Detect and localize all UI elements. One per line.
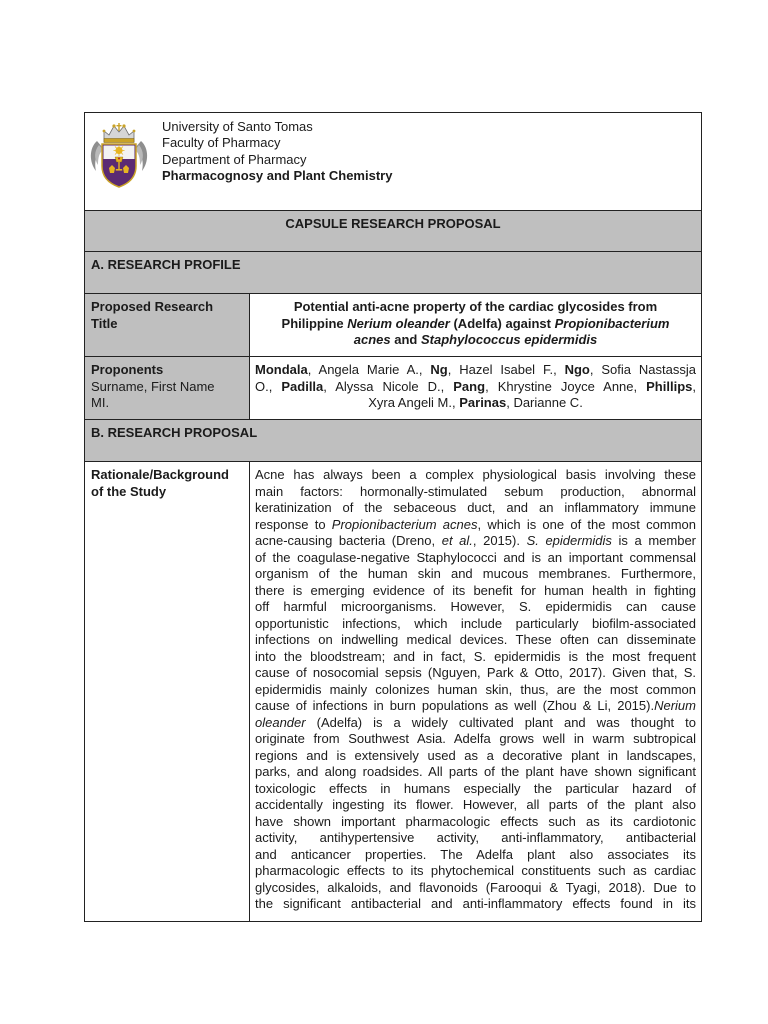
- text-run: Xyra Angeli M.,: [368, 395, 460, 410]
- faculty-name: Faculty of Pharmacy: [162, 135, 281, 151]
- university-seal: [88, 122, 150, 188]
- italic-text: acnes: [353, 332, 391, 347]
- sublabel-line: MI.: [91, 395, 110, 410]
- text-run: and anticancer properties. The Adelfa plant also associates its: [255, 846, 696, 862]
- label-line: Title: [91, 315, 118, 331]
- section-a-heading: A. RESEARCH PROFILE: [91, 257, 241, 272]
- italic-text: Staphylococcus epidermidis: [420, 332, 598, 347]
- proponents-line: [255, 362, 696, 379]
- rationale-line: [255, 500, 696, 517]
- text-run: , Hazel Isabel F.,: [447, 362, 565, 377]
- label-line: of the Study: [91, 483, 167, 499]
- bold-name: Parinas: [459, 395, 507, 410]
- rationale-line: [255, 632, 696, 649]
- rationale-line: [255, 715, 696, 732]
- text-run: , Alyssa Nicole D.,: [323, 378, 454, 394]
- rationale-line: [255, 797, 696, 814]
- rationale-line: [255, 583, 696, 600]
- text-run: ,: [692, 378, 696, 394]
- text-run: cause of nosocomial sepsis (Nguyen, Park & Otto, 2017). Given that, S.: [255, 665, 696, 680]
- text-run: O.,: [255, 378, 282, 394]
- text-run: , which is one of the most common: [477, 516, 696, 532]
- rationale-row: [85, 462, 701, 921]
- bold-name: Mondala: [255, 362, 308, 377]
- text-run: infections on indwelling medical devices. These often can disseminate: [255, 632, 696, 647]
- text-run: is a member: [611, 533, 697, 548]
- bold-name: Ng: [430, 362, 448, 377]
- title-line: [255, 316, 696, 333]
- rationale-line: [255, 467, 696, 484]
- rationale-line: [255, 517, 696, 534]
- proponents-row: [85, 357, 701, 420]
- text-run: the significant antibacterial and anti-inflammatory effects found in its: [255, 896, 696, 911]
- text-run: , Darianne C.: [506, 395, 583, 410]
- crown: [103, 123, 136, 143]
- rationale-line: [255, 484, 696, 501]
- rationale-line: [255, 566, 696, 583]
- rationale-line: [255, 550, 696, 567]
- rationale-line: [255, 896, 696, 913]
- text-run: and: [390, 332, 421, 347]
- text-run: opportunistic infections, which include particularly biofilm-associated: [255, 615, 696, 631]
- italic-text: Nerium oleander: [347, 315, 450, 331]
- rationale-line: [255, 880, 696, 897]
- text-run: into the bloodstream; and in fact, S. epidermidis is the most frequent: [255, 648, 696, 664]
- text-run: main factors: hormonally-stimulated sebum production, abnormal: [255, 483, 696, 499]
- research-title-row: [85, 294, 701, 357]
- text-run: acne-causing bacteria (Dreno,: [255, 533, 442, 548]
- rationale-line: [255, 599, 696, 616]
- text-run: toxicologic effects in humans especially the particular hazard of: [255, 780, 696, 796]
- text-run: regions and is extensively used as a decorative plant in landscapes,: [255, 747, 696, 763]
- form-title-row: [85, 211, 701, 252]
- letterhead-row: [85, 113, 701, 211]
- rationale-line: [255, 731, 696, 748]
- bold-name: Phillips: [646, 378, 693, 394]
- text-run: epidermidis mainly colonizes human skin, thus, are the most common: [255, 681, 696, 697]
- rationale-line: [255, 616, 696, 633]
- proponents-line: [255, 379, 696, 396]
- text-run: keratinization of the sebaceous duct, and an inflammatory immune: [255, 500, 696, 515]
- rationale-line: [255, 764, 696, 781]
- text-run: of the coagulase-negative Staphylococci and is an important commensal: [255, 549, 696, 565]
- rationale-line: [255, 781, 696, 798]
- letterhead-text: [162, 119, 392, 185]
- text-run: Philippine: [281, 315, 348, 331]
- form-title: CAPSULE RESEARCH PROPOSAL: [285, 216, 501, 231]
- title-line: [255, 332, 696, 349]
- text-run: , 2015).: [472, 533, 527, 548]
- university-name: University of Santo Tomas: [162, 119, 313, 134]
- text-run: parks, and along roadsides. All parts of the plant have shown significant: [255, 764, 696, 779]
- bold-name: Pang: [453, 378, 486, 394]
- label-line: Proposed Research: [91, 299, 214, 314]
- text-run: , Sofia Nastassja: [589, 362, 696, 377]
- text-run: accidentally ingesting its flower. However, all parts of the plant also: [255, 797, 696, 812]
- rationale-line: [255, 847, 696, 864]
- proponents-line: [255, 395, 696, 412]
- text-run: , Khrystine Joyce Anne,: [485, 378, 647, 394]
- text-run: pharmacologic effects to its phytochemical constituents such as cardiac: [255, 863, 696, 878]
- text-run: originate from Southwest Asia. Adelfa grows well in warm subtropical: [255, 731, 696, 746]
- section-a-row: [85, 252, 701, 294]
- text-run: , Angela Marie A.,: [307, 362, 431, 377]
- proponents-value: [250, 357, 701, 419]
- text-run: Acne has always been a complex physiological basis involving these: [255, 467, 696, 482]
- rationale-line: [255, 533, 696, 550]
- text-run: off harmful microorganisms. However, S. epidermidis can cause: [255, 599, 696, 614]
- bold-name: Padilla: [281, 378, 324, 394]
- text-run: Potential anti-acne property of the cardiac glycosides from: [293, 299, 658, 314]
- italic-text: Propionibacterium: [554, 315, 670, 331]
- rationale-line: [255, 814, 696, 831]
- rationale-label: [85, 462, 250, 921]
- text-run: glycosides, alkaloids, and flavonoids (Farooqui & Tyagi, 2018). Due to: [255, 879, 696, 895]
- title-line: [255, 299, 696, 316]
- section-b-row: [85, 420, 701, 462]
- italic-text: et al.: [441, 533, 473, 548]
- text-run: have shown important pharmacologic effects such as its cardiotonic: [255, 813, 696, 829]
- rationale-line: [255, 748, 696, 765]
- text-run: activity, antihypertensive activity, anti-inflammatory, antibacterial: [255, 830, 696, 845]
- sublabel-line: Surname, First Name: [91, 378, 215, 394]
- sun-emblem: [114, 145, 125, 156]
- rationale-line: [255, 649, 696, 666]
- text-run: (Adelfa) against: [449, 315, 555, 331]
- text-run: cause of infections in burn populations as well (Zhou & Li, 2015).: [255, 698, 655, 713]
- rationale-line: [255, 665, 696, 682]
- label-line: Rationale/Background: [91, 467, 229, 482]
- proponents-label: [85, 357, 250, 419]
- research-title-value: [250, 294, 701, 356]
- rationale-line: [255, 698, 696, 715]
- rationale-line: [255, 682, 696, 699]
- section-b-heading: B. RESEARCH PROPOSAL: [91, 425, 258, 440]
- unit-name: Pharmacognosy and Plant Chemistry: [162, 168, 393, 184]
- text-run: response to: [255, 516, 332, 532]
- text-run: organism of the human skin and mucous membranes. Furthermore,: [255, 566, 696, 581]
- label-line: Proponents: [91, 362, 164, 377]
- research-title-label: [85, 294, 250, 356]
- text-run: (Adelfa) is a widely cultivated plant and was thought to: [305, 714, 696, 730]
- italic-text: Nerium: [654, 698, 696, 713]
- italic-text: oleander: [255, 714, 306, 730]
- rationale-line: [255, 863, 696, 880]
- department-name: Department of Pharmacy: [162, 151, 307, 167]
- rationale-paragraph: [250, 462, 701, 921]
- text-run: there is emerging evidence of its benefit for human health in fighting: [255, 582, 696, 598]
- italic-text: S. epidermidis: [526, 533, 612, 548]
- bold-name: Ngo: [564, 362, 590, 377]
- rationale-line: [255, 830, 696, 847]
- proposal-form-table: [84, 112, 702, 922]
- italic-text: Propionibacterium acnes: [331, 516, 478, 532]
